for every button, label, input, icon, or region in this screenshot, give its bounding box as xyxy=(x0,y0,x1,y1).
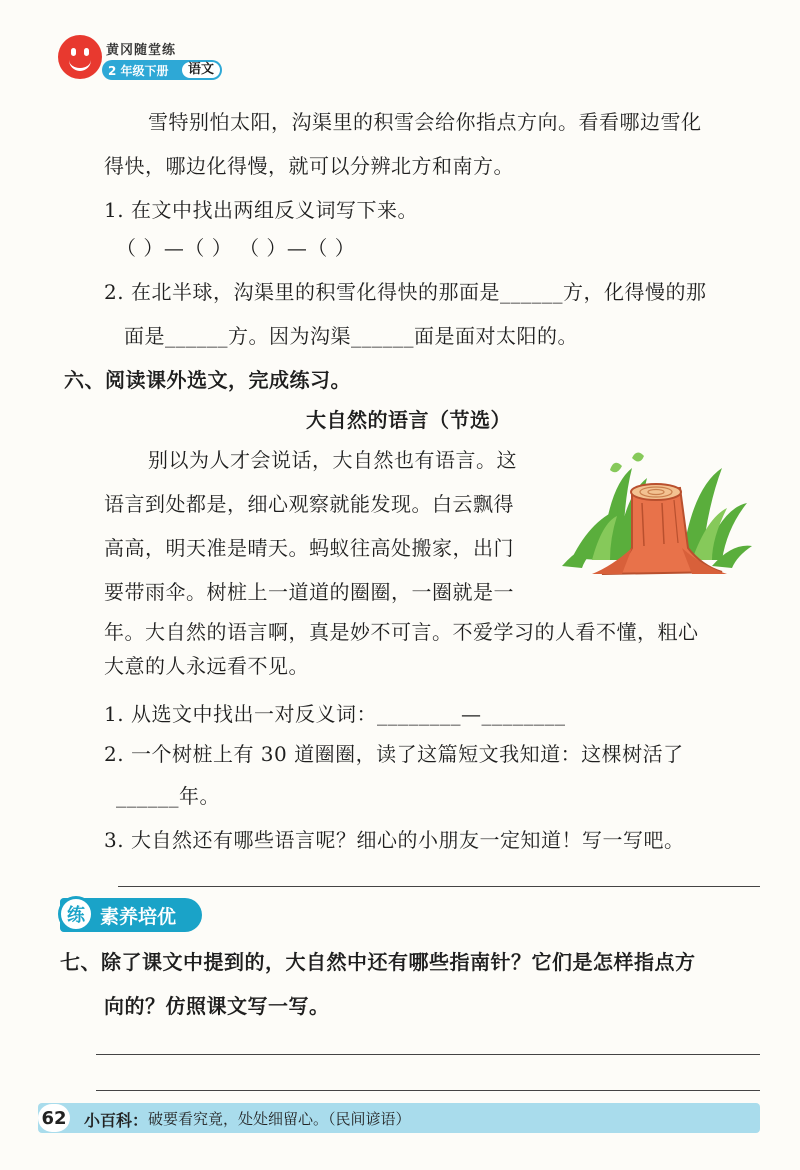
reading-line-5: 年。大自然的语言啊，真是妙不可言。不爱学习的人看不懂，粗心 xyxy=(104,620,699,644)
reading-question-2-line-1: 2. 一个树桩上有 30 道圈圈，读了这篇短文我知道：这棵树活了 xyxy=(104,742,684,766)
tree-stump-icon xyxy=(562,448,752,583)
page-number: 62 xyxy=(38,1104,70,1132)
grade-subject-bar xyxy=(102,60,222,80)
answer-line[interactable] xyxy=(96,1090,760,1091)
question-2-line-2[interactable]: 面是______方。因为沟渠______面是面对太阳的。 xyxy=(124,324,578,348)
section-7-line-1: 七、除了课文中提到的，大自然中还有哪些指南针？它们是怎样指点方 xyxy=(60,950,696,974)
section-7-line-2: 向的？仿照课文写一写。 xyxy=(104,994,330,1018)
reading-line-1: 别以为人才会说话，大自然也有语言。这 xyxy=(148,448,517,472)
question-1-text: 1. 在文中找出两组反义词写下来。 xyxy=(104,198,418,222)
section-6-heading: 六、阅读课外选文，完成练习。 xyxy=(64,368,351,392)
reading-question-2-line-2[interactable]: ______年。 xyxy=(116,784,220,808)
reading-question-1[interactable]: 1. 从选文中找出一对反义词：________—________ xyxy=(104,702,566,726)
question-1-blanks[interactable]: （ ）—（ ） （ ）—（ ） xyxy=(116,236,356,260)
reading-line-3: 高高，明天准是晴天。蚂蚁往高处搬家，出门 xyxy=(104,536,514,560)
passage1-line-2: 得快，哪边化得慢，就可以分辨北方和南方。 xyxy=(104,154,514,178)
footer-proverb: 破要看究竟，处处细留心。（民间谚语） xyxy=(148,1110,411,1128)
answer-line[interactable] xyxy=(96,1054,760,1055)
section-6-title: 大自然的语言（节选） xyxy=(306,408,511,432)
question-2-line-1[interactable]: 2. 在北半球，沟渠里的积雪化得快的那面是______方，化得慢的那 xyxy=(104,280,707,304)
passage1-line-1: 雪特别怕太阳，沟渠里的积雪会给你指点方向。看看哪边雪化 xyxy=(148,110,702,134)
practice-icon: 练 xyxy=(58,896,94,932)
reading-line-6: 大意的人永远看不见。 xyxy=(104,654,309,678)
tree-stump-illustration xyxy=(562,448,752,583)
footer-label: 小百科： xyxy=(84,1111,149,1130)
subject-label: 语文 xyxy=(182,62,220,78)
brand-name: 黄冈随堂练 xyxy=(106,43,177,58)
badge-label: 素养培优 xyxy=(100,906,177,928)
reading-line-4: 要带雨伞。树桩上一道道的圈圈，一圈就是一 xyxy=(104,580,514,604)
grade-label: 2 年级下册 xyxy=(108,63,169,78)
answer-line[interactable] xyxy=(118,886,760,887)
reading-question-3: 3. 大自然还有哪些语言呢？细心的小朋友一定知道！写一写吧。 xyxy=(104,828,685,852)
reading-line-2: 语言到处都是，细心观察就能发现。白云飘得 xyxy=(104,492,514,516)
logo-smiley-icon xyxy=(58,35,102,79)
